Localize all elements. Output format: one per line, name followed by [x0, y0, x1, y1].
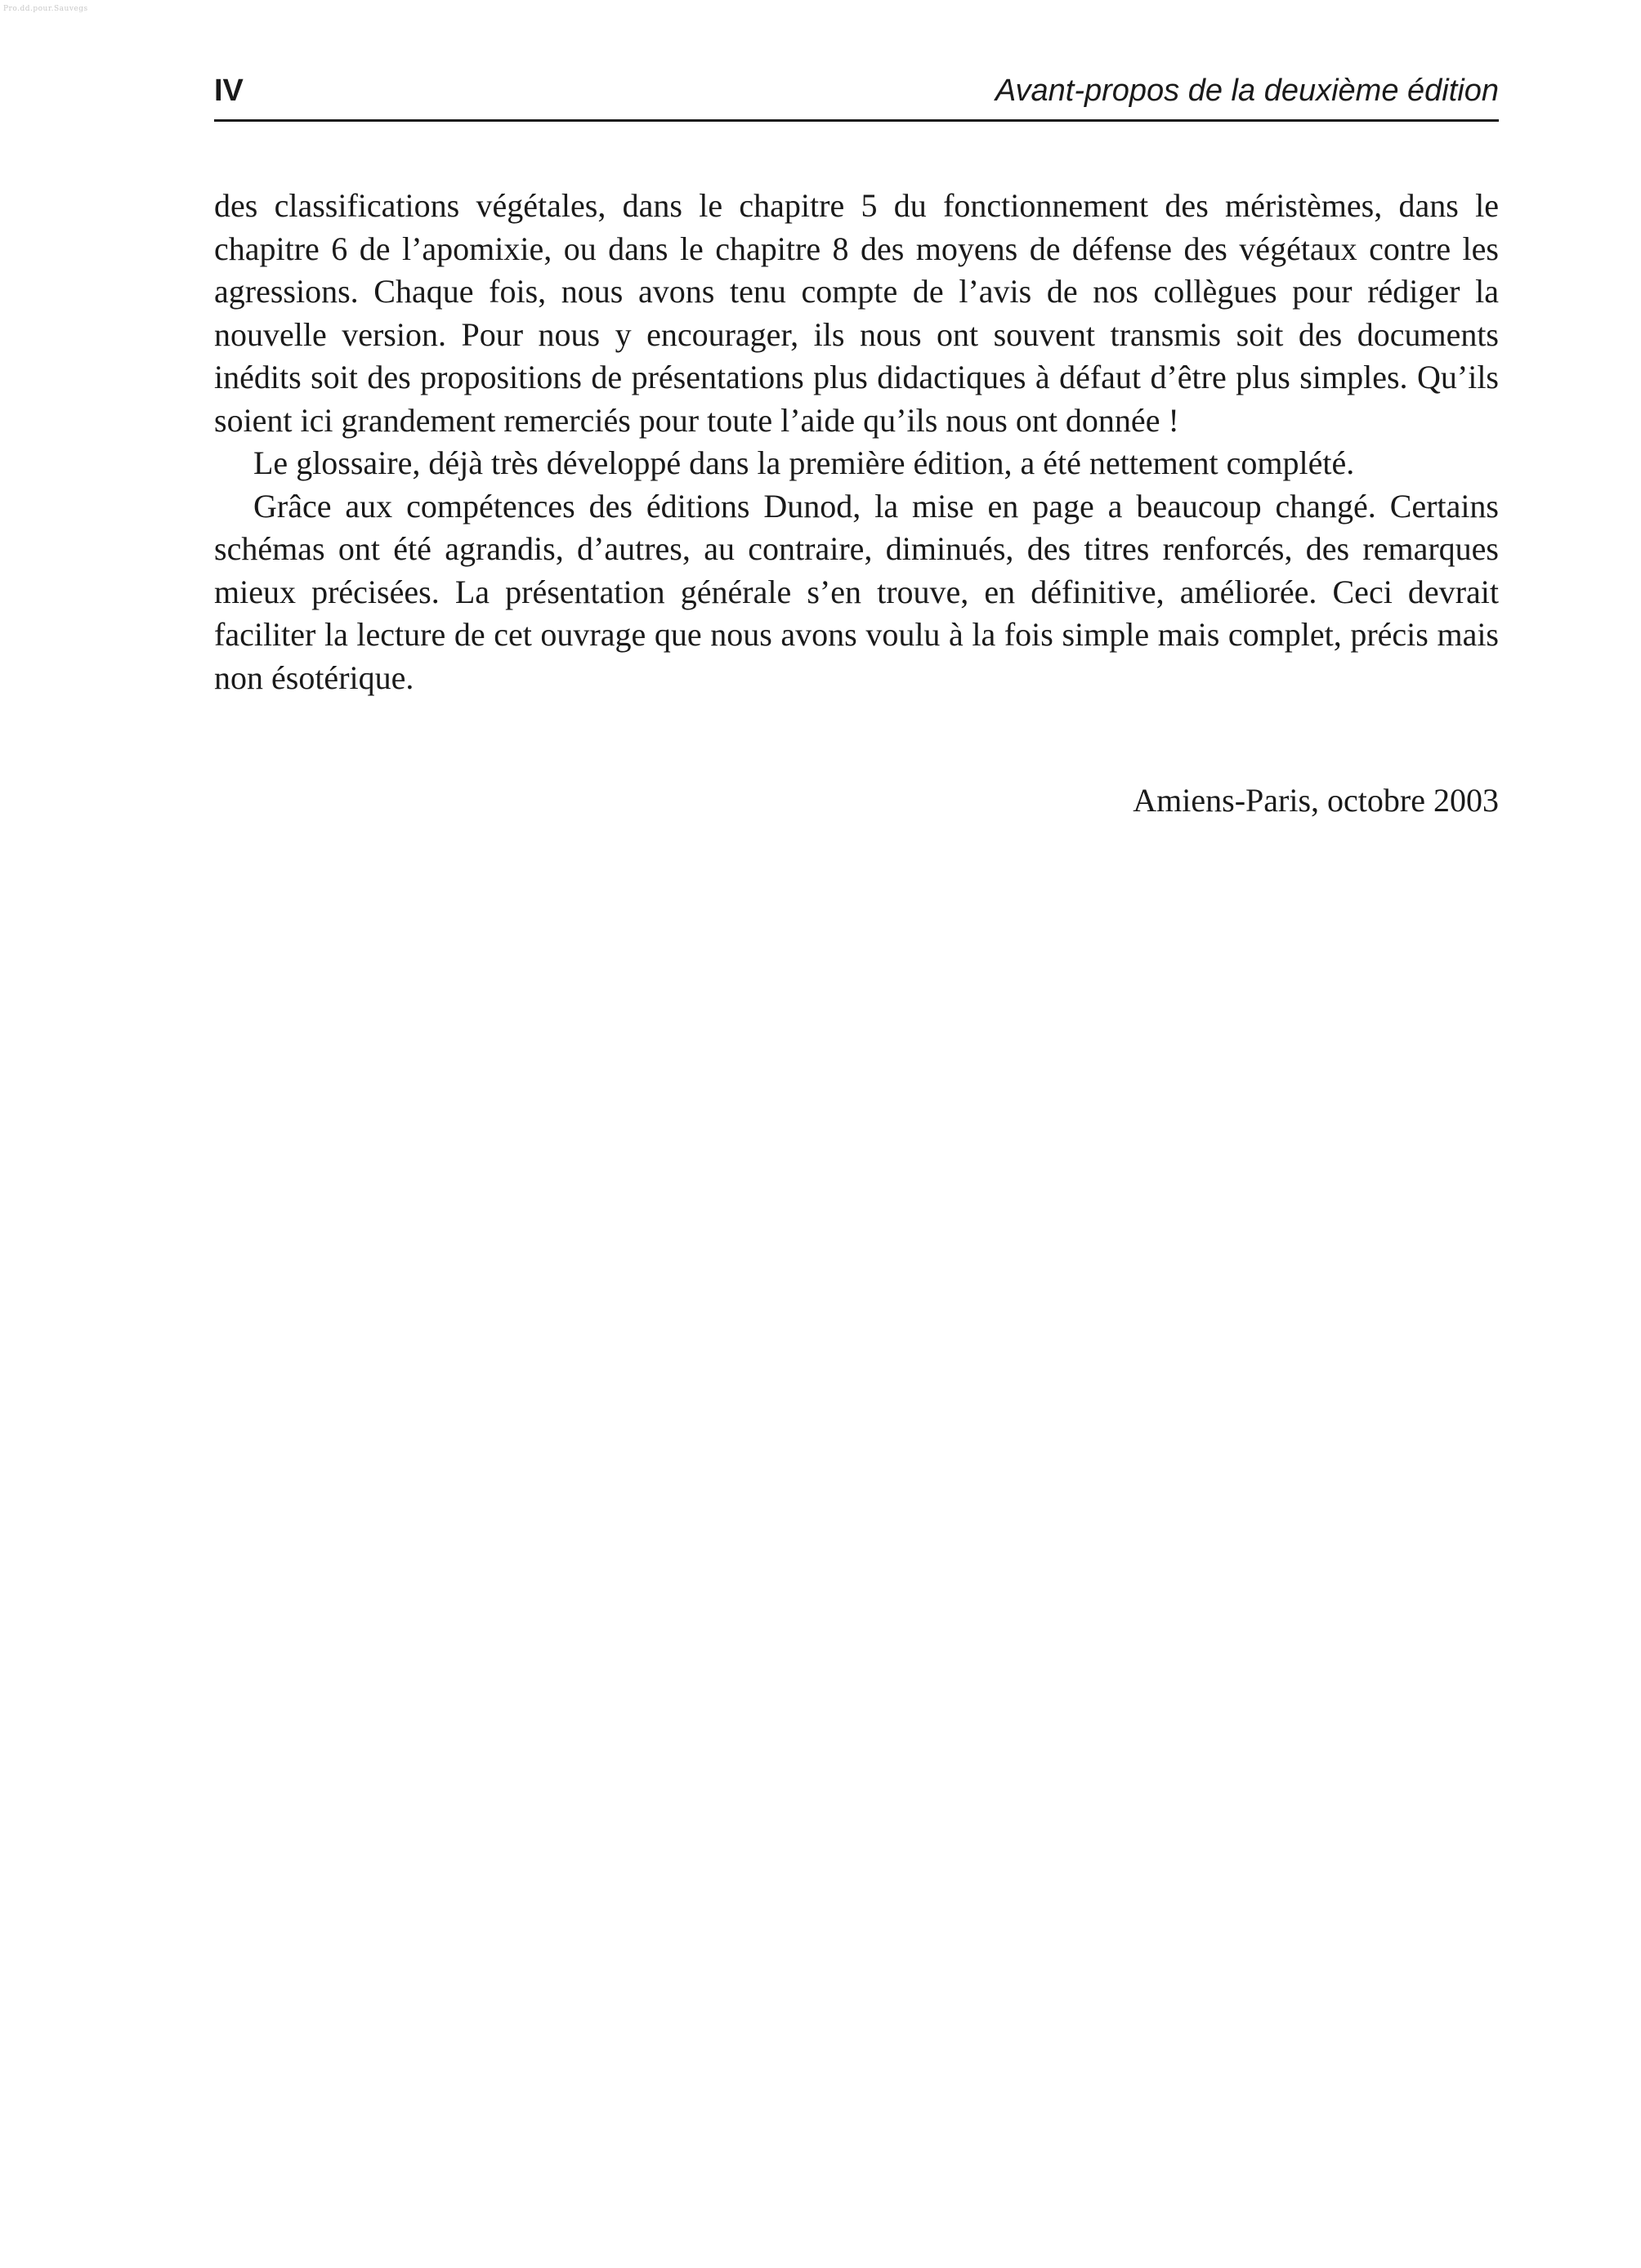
paragraph-layout: Grâce aux compétences des éditions Dunod, la mise en page a beaucoup changé. Certains schémas ont été agrandis, d’autres, au contraire, diminués, des titres renforcés, des remarques mieux précisées. La présentation générale s’en trouve, en définitive, améliorée. Ceci devrait faciliter la lecture de cet ouvrage que nous avons voulu à la fois simple mais complet, précis mais non ésotérique. — [214, 487, 1499, 696]
scan-watermark: Pro.dd.pour.Sauvegs — [3, 5, 88, 13]
running-header — [214, 70, 1499, 122]
paragraph-glossary: Le glossaire, déjà très développé dans la première édition, a été nettement complété. — [253, 444, 1355, 481]
body-text — [214, 185, 1499, 699]
place-date-signature: Amiens-Paris, octobre 2003 — [1133, 782, 1499, 819]
paragraph-continued: des classifications végétales, dans le chapitre 5 du fonctionnement des méristèmes, dans le chapitre 6 de l’apomixie, ou dans le chapitre 8 des moyens de défense des végétaux contre les agressions. Chaque fois, nous avons tenu compte de l’avis de nos collègues pour rédiger la nouvelle version. Pour nous y encourager, ils nous ont souvent transmis soit des documents inédits soit des propositions de présentations plus didactiques à défaut d’être plus simples. Qu’ils soient ici grandement remerciés pour toute l’aide qu’ils nous ont donnée ! — [214, 187, 1499, 439]
page-number: IV — [214, 74, 244, 108]
section-title: Avant-propos de la deuxième édition — [995, 74, 1499, 108]
